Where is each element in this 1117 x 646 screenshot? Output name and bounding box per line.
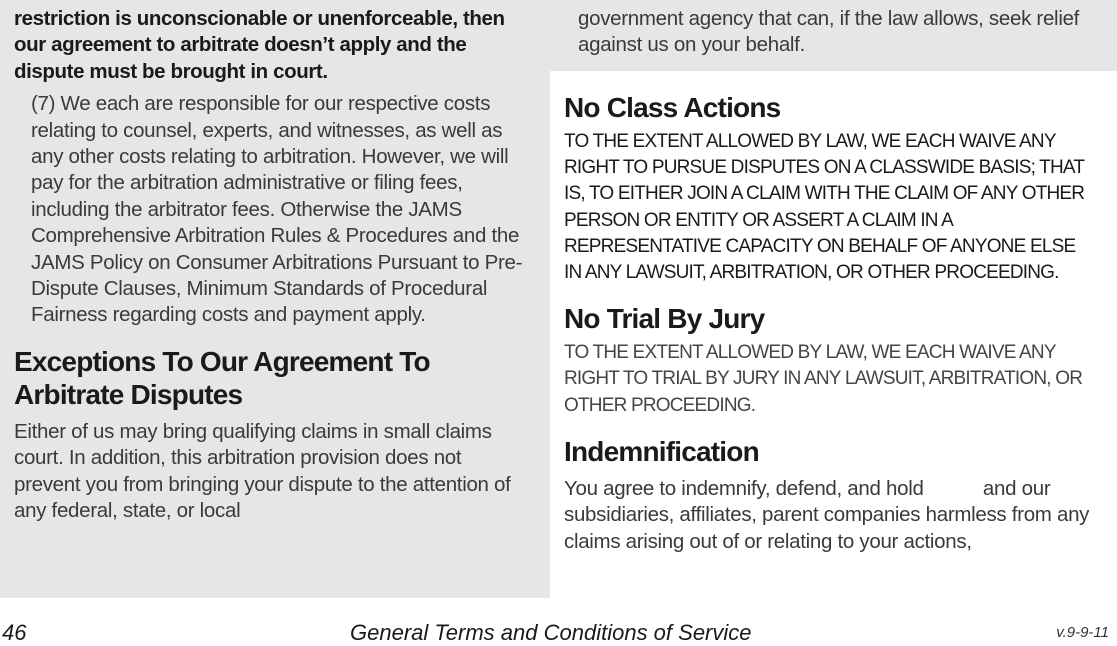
right-column-continuation xyxy=(550,0,1117,71)
no-trial-by-jury-heading: No Trial By Jury xyxy=(564,303,765,335)
no-trial-by-jury-paragraph: TO THE EXTENT ALLOWED BY LAW, WE EACH WAIVE ANY RIGHT TO TRIAL BY JURY IN ANY LAWSUIT, ARBITRATION, OR OTHER PROCEEDING. xyxy=(564,342,1083,416)
indemnification-paragraph: You agree to indemnify, defend, and hold and our subsidiaries, affiliates, parent companies harmless from any claims arising out of or relating to your actions, xyxy=(564,476,1095,553)
right-column xyxy=(550,71,1117,598)
no-class-actions-heading: No Class Actions xyxy=(564,92,781,123)
continuation-paragraph: government agency that can, if the law allows, seek relief against us on your behalf. xyxy=(578,7,1080,57)
arbitration-restriction-paragraph: restriction is unconscionable or unenforceable, then our agreement to arbitrate doesn’t apply and the dispute must be brought in court. xyxy=(14,7,505,83)
indemnification-heading: Indemnification xyxy=(564,435,759,467)
exceptions-heading: Exceptions To Our Agreement To Arbitrate Disputes xyxy=(14,345,430,410)
footer-title: General Terms and Conditions of Service xyxy=(350,620,752,645)
version-label: v.9-9-11 xyxy=(1056,624,1109,641)
left-column xyxy=(0,0,550,598)
page-number: 46 xyxy=(2,620,27,645)
arbitration-costs-paragraph: (7) We each are responsible for our respective costs relating to counsel, experts, and witnesses, as well as any other costs relating to arbitration. However, we will pay for the arbitration administrative or filing fees, including the arbitrator fees. Otherwise the JAMS Comprehensive Arbitration Rules & Procedures and the JAMS Policy on Consumer Arbitrations Pursuant to Pre-Dispute Clauses, Minimum Standards of Procedural Fairness regarding costs and payment apply. xyxy=(31,92,523,327)
page-footer xyxy=(0,598,1117,645)
no-class-actions-paragraph: TO THE EXTENT ALLOWED BY LAW, WE EACH WAIVE ANY RIGHT TO PURSUE DISPUTES ON A CLASSWIDE BASIS; THAT IS, TO EITHER JOIN A CLAIM WITH THE CLAIM OF ANY OTHER PERSON OR ENTITY OR ASSERT A CLAIM IN A REPRESENTATIVE CAPACITY ON BEHALF OF ANYONE ELSE IN ANY LAWSUIT, ARBITRATION, OR OTHER PROCEEDING. xyxy=(564,131,1085,284)
exceptions-paragraph: Either of us may bring qualifying claims in small claims court. In addition, this arbitration provision does not prevent you from bringing your dispute to the attention of any federal, state, or local xyxy=(14,419,511,523)
